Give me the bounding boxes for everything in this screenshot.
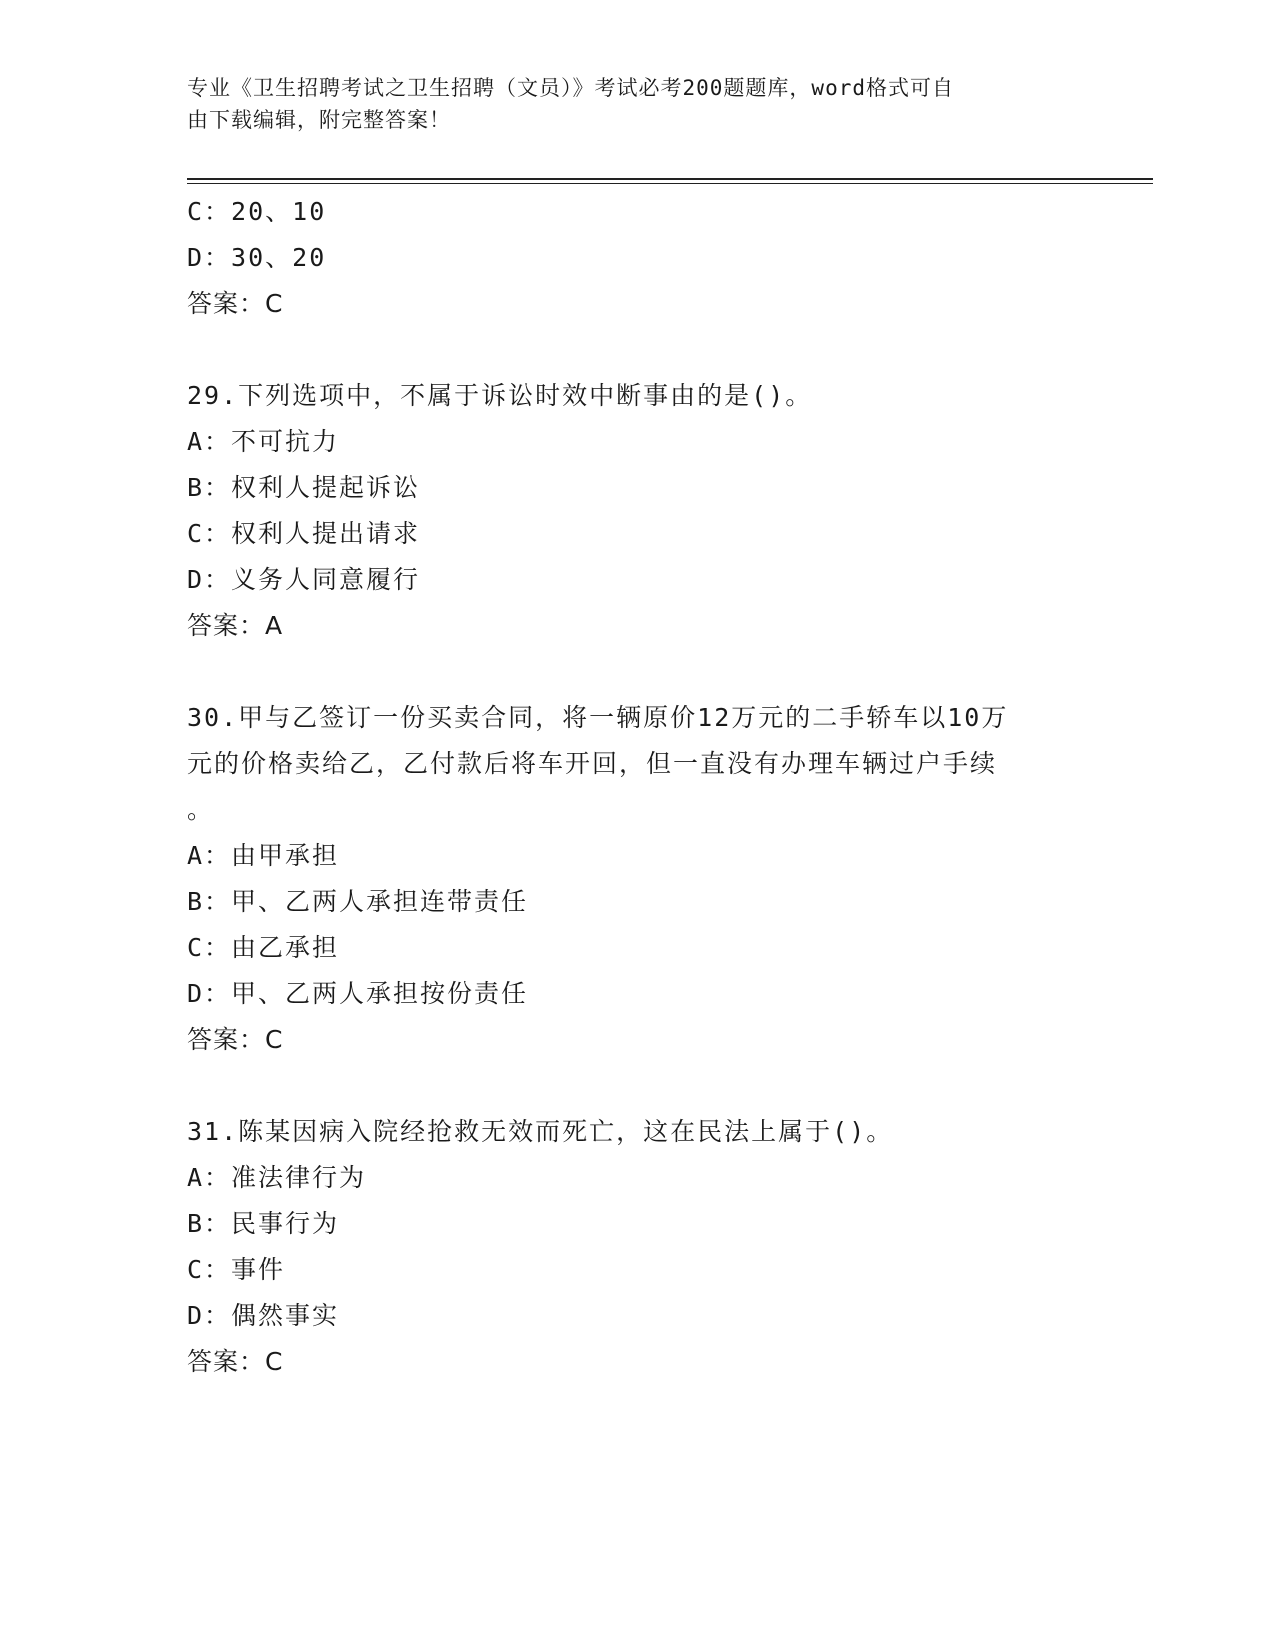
header-divider-thick xyxy=(187,178,1153,180)
question-text: 29.下列选项中，不属于诉讼时效中断事由的是()。 xyxy=(187,381,813,410)
answer-line: 答案：C xyxy=(187,289,284,318)
option-b: B：民事行为 xyxy=(187,1209,340,1238)
spacer xyxy=(187,1063,1087,1109)
header-divider-thin xyxy=(187,183,1153,184)
option-c: C：事件 xyxy=(187,1255,286,1284)
question-text: 31.陈某因病入院经抢救无效而死亡，这在民法上属于()。 xyxy=(187,1117,894,1146)
question-text-line-2: 元的价格卖给乙，乙付款后将车开回，但一直没有办理车辆过户手续 xyxy=(187,749,998,778)
spacer xyxy=(187,327,1087,373)
question-29 xyxy=(187,373,1087,649)
header-line-2: 由下载编辑，附完整答案！ xyxy=(187,108,451,132)
option-d: D：30、20 xyxy=(187,243,327,272)
option-c: C：由乙承担 xyxy=(187,933,340,962)
option-d: D：偶然事实 xyxy=(187,1301,340,1330)
answer-line: 答案：A xyxy=(187,611,284,640)
answer-line: 答案：C xyxy=(187,1347,284,1376)
option-c: C：权利人提出请求 xyxy=(187,519,421,548)
continuation-block xyxy=(187,189,1087,327)
option-b: B：权利人提起诉讼 xyxy=(187,473,421,502)
question-text-line-3: 。 xyxy=(187,795,215,824)
question-list xyxy=(187,189,1087,1385)
option-d: D：义务人同意履行 xyxy=(187,565,421,594)
option-b: B：甲、乙两人承担连带责任 xyxy=(187,887,529,916)
question-text-line-1: 30.甲与乙签订一份买卖合同，将一辆原价12万元的二手轿车以10万 xyxy=(187,703,1009,732)
option-c: C：20、10 xyxy=(187,197,327,226)
spacer xyxy=(187,649,1087,695)
option-a: A：不可抗力 xyxy=(187,427,340,456)
header-line-1: 专业《卫生招聘考试之卫生招聘（文员）》考试必考200题题库，word格式可自 xyxy=(187,76,954,100)
answer-line: 答案：C xyxy=(187,1025,284,1054)
option-a: A：准法律行为 xyxy=(187,1163,367,1192)
option-d: D：甲、乙两人承担按份责任 xyxy=(187,979,529,1008)
option-a: A：由甲承担 xyxy=(187,841,340,870)
document-header xyxy=(187,72,1067,136)
question-31 xyxy=(187,1109,1087,1385)
question-30 xyxy=(187,695,1087,1063)
